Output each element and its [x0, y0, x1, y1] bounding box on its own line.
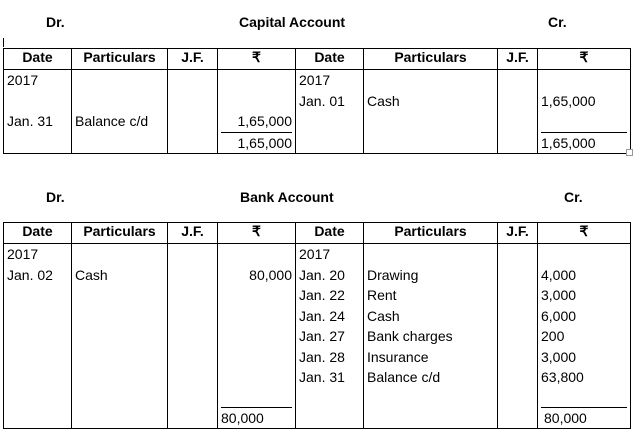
capital-cr-particulars-header: Particulars [364, 49, 498, 70]
capital-dr-date-cell [4, 70, 72, 154]
bank-cr-row-amount-2: 6,000 [541, 307, 577, 324]
capital-cr-row-particulars: Cash [367, 92, 400, 109]
capital-cr-date-header: Date [296, 49, 364, 70]
bank-dr-date-cell [4, 244, 72, 429]
capital-cr-label: Cr. [548, 14, 567, 30]
capital-dr-row-date: Jan. 31 [7, 113, 53, 129]
bank-dr-row-amount: 80,000 [249, 266, 292, 283]
capital-cr-amt-spacer-1 [541, 70, 627, 91]
capital-cr-particulars-cell [364, 70, 498, 154]
bank-cr-jf-cell [498, 244, 538, 429]
bank-cr-row-particulars-4: Insurance [367, 348, 429, 365]
capital-account-title: Capital Account [239, 14, 346, 30]
capital-corner-tick [3, 38, 4, 47]
bank-dr-jf-cell [168, 244, 218, 429]
capital-dr-part-spacer-2 [75, 91, 164, 112]
capital-cr-amount-cell [538, 70, 631, 154]
capital-dr-part-spacer-1 [75, 70, 164, 91]
capital-dr-label: Dr. [46, 14, 65, 30]
bank-dr-amount-header: ₹ [218, 223, 296, 244]
bank-cr-label: Cr. [564, 189, 583, 205]
table-resize-handle[interactable] [626, 149, 633, 156]
bank-cr-row-amount-5: 63,800 [541, 369, 584, 385]
capital-ledger-table [3, 48, 631, 154]
bank-dr-amt-spacer [221, 244, 292, 265]
capital-dr-jf-cell [168, 70, 218, 154]
capital-cr-date-cell [296, 70, 364, 154]
capital-dr-date-header: Date [4, 49, 72, 70]
capital-cr-amt-spacer-2 [541, 111, 627, 132]
capital-dr-jf-header: J.F. [168, 49, 218, 70]
bank-cr-row-amount-0: 4,000 [541, 266, 577, 283]
capital-dr-particulars-cell [72, 70, 168, 154]
capital-dr-date-spacer [7, 91, 68, 112]
bank-dr-date-header: Date [4, 223, 72, 244]
bank-dr-amount-cell [218, 244, 296, 429]
capital-dr-row-particulars: Balance c/d [75, 113, 149, 129]
bank-cr-row-date-1: Jan. 22 [299, 287, 345, 303]
bank-dr-particulars-header: Particulars [72, 223, 168, 244]
bank-cr-row-particulars-3: Bank charges [367, 328, 453, 344]
capital-dr-row-amount: 1,65,000 [237, 113, 292, 129]
bank-ledger-table [3, 222, 631, 429]
bank-dr-year: 2017 [7, 246, 39, 262]
bank-cr-row-date-4: Jan. 28 [299, 348, 345, 365]
bank-dr-jf-header: J.F. [168, 223, 218, 244]
bank-cr-amount-cell [538, 244, 631, 429]
bank-cr-particulars-header: Particulars [364, 223, 498, 244]
bank-dr-label: Dr. [46, 189, 65, 205]
capital-dr-amount-header: ₹ [218, 49, 296, 70]
bank-cr-date-cell [296, 244, 364, 429]
bank-cr-row-amount-4: 3,000 [541, 348, 577, 365]
capital-cr-jf-header: J.F. [498, 49, 538, 70]
capital-cr-year: 2017 [299, 72, 331, 88]
bank-cr-total: 80,000 [541, 407, 627, 429]
bank-cr-year: 2017 [299, 246, 331, 262]
bank-cr-row-particulars-2: Cash [367, 307, 400, 324]
capital-cr-total: 1,65,000 [541, 132, 627, 154]
bank-cr-row-date-0: Jan. 20 [299, 266, 345, 283]
capital-dr-amount-cell [218, 70, 296, 154]
capital-cr-row-date: Jan. 01 [299, 92, 345, 109]
capital-dr-year: 2017 [7, 72, 39, 88]
bank-cr-row-amount-3: 200 [541, 328, 565, 344]
bank-cr-row-amount-1: 3,000 [541, 287, 577, 303]
bank-cr-amount-header: ₹ [538, 223, 631, 244]
bank-account-title: Bank Account [240, 189, 334, 205]
bank-cr-row-date-3: Jan. 27 [299, 328, 345, 344]
capital-cr-jf-cell [498, 70, 538, 154]
bank-cr-row-date-5: Jan. 31 [299, 369, 345, 385]
bank-cr-particulars-cell [364, 244, 498, 429]
bank-dr-row-particulars: Cash [75, 266, 108, 283]
capital-cr-amount-header: ₹ [538, 49, 631, 70]
bank-cr-amt-spacer [541, 244, 627, 265]
bank-cr-jf-header: J.F. [498, 223, 538, 244]
capital-cr-row-amount: 1,65,000 [541, 92, 596, 109]
bank-cr-row-particulars-1: Rent [367, 287, 397, 303]
capital-dr-particulars-header: Particulars [72, 49, 168, 70]
bank-cr-row-particulars-0: Drawing [367, 266, 419, 283]
bank-dr-total: 80,000 [221, 407, 292, 429]
bank-cr-row-particulars-5: Balance c/d [367, 369, 441, 385]
bank-cr-part-spacer [367, 244, 494, 265]
bank-dr-part-spacer [75, 244, 164, 265]
capital-dr-amt-spacer-2 [221, 91, 292, 112]
capital-cr-part-spacer [367, 70, 494, 91]
bank-cr-date-header: Date [296, 223, 364, 244]
bank-cr-row-date-2: Jan. 24 [299, 307, 345, 324]
capital-dr-total: 1,65,000 [221, 132, 292, 154]
bank-dr-particulars-cell [72, 244, 168, 429]
capital-dr-amt-spacer-1 [221, 70, 292, 91]
bank-dr-row-date: Jan. 02 [7, 266, 53, 283]
